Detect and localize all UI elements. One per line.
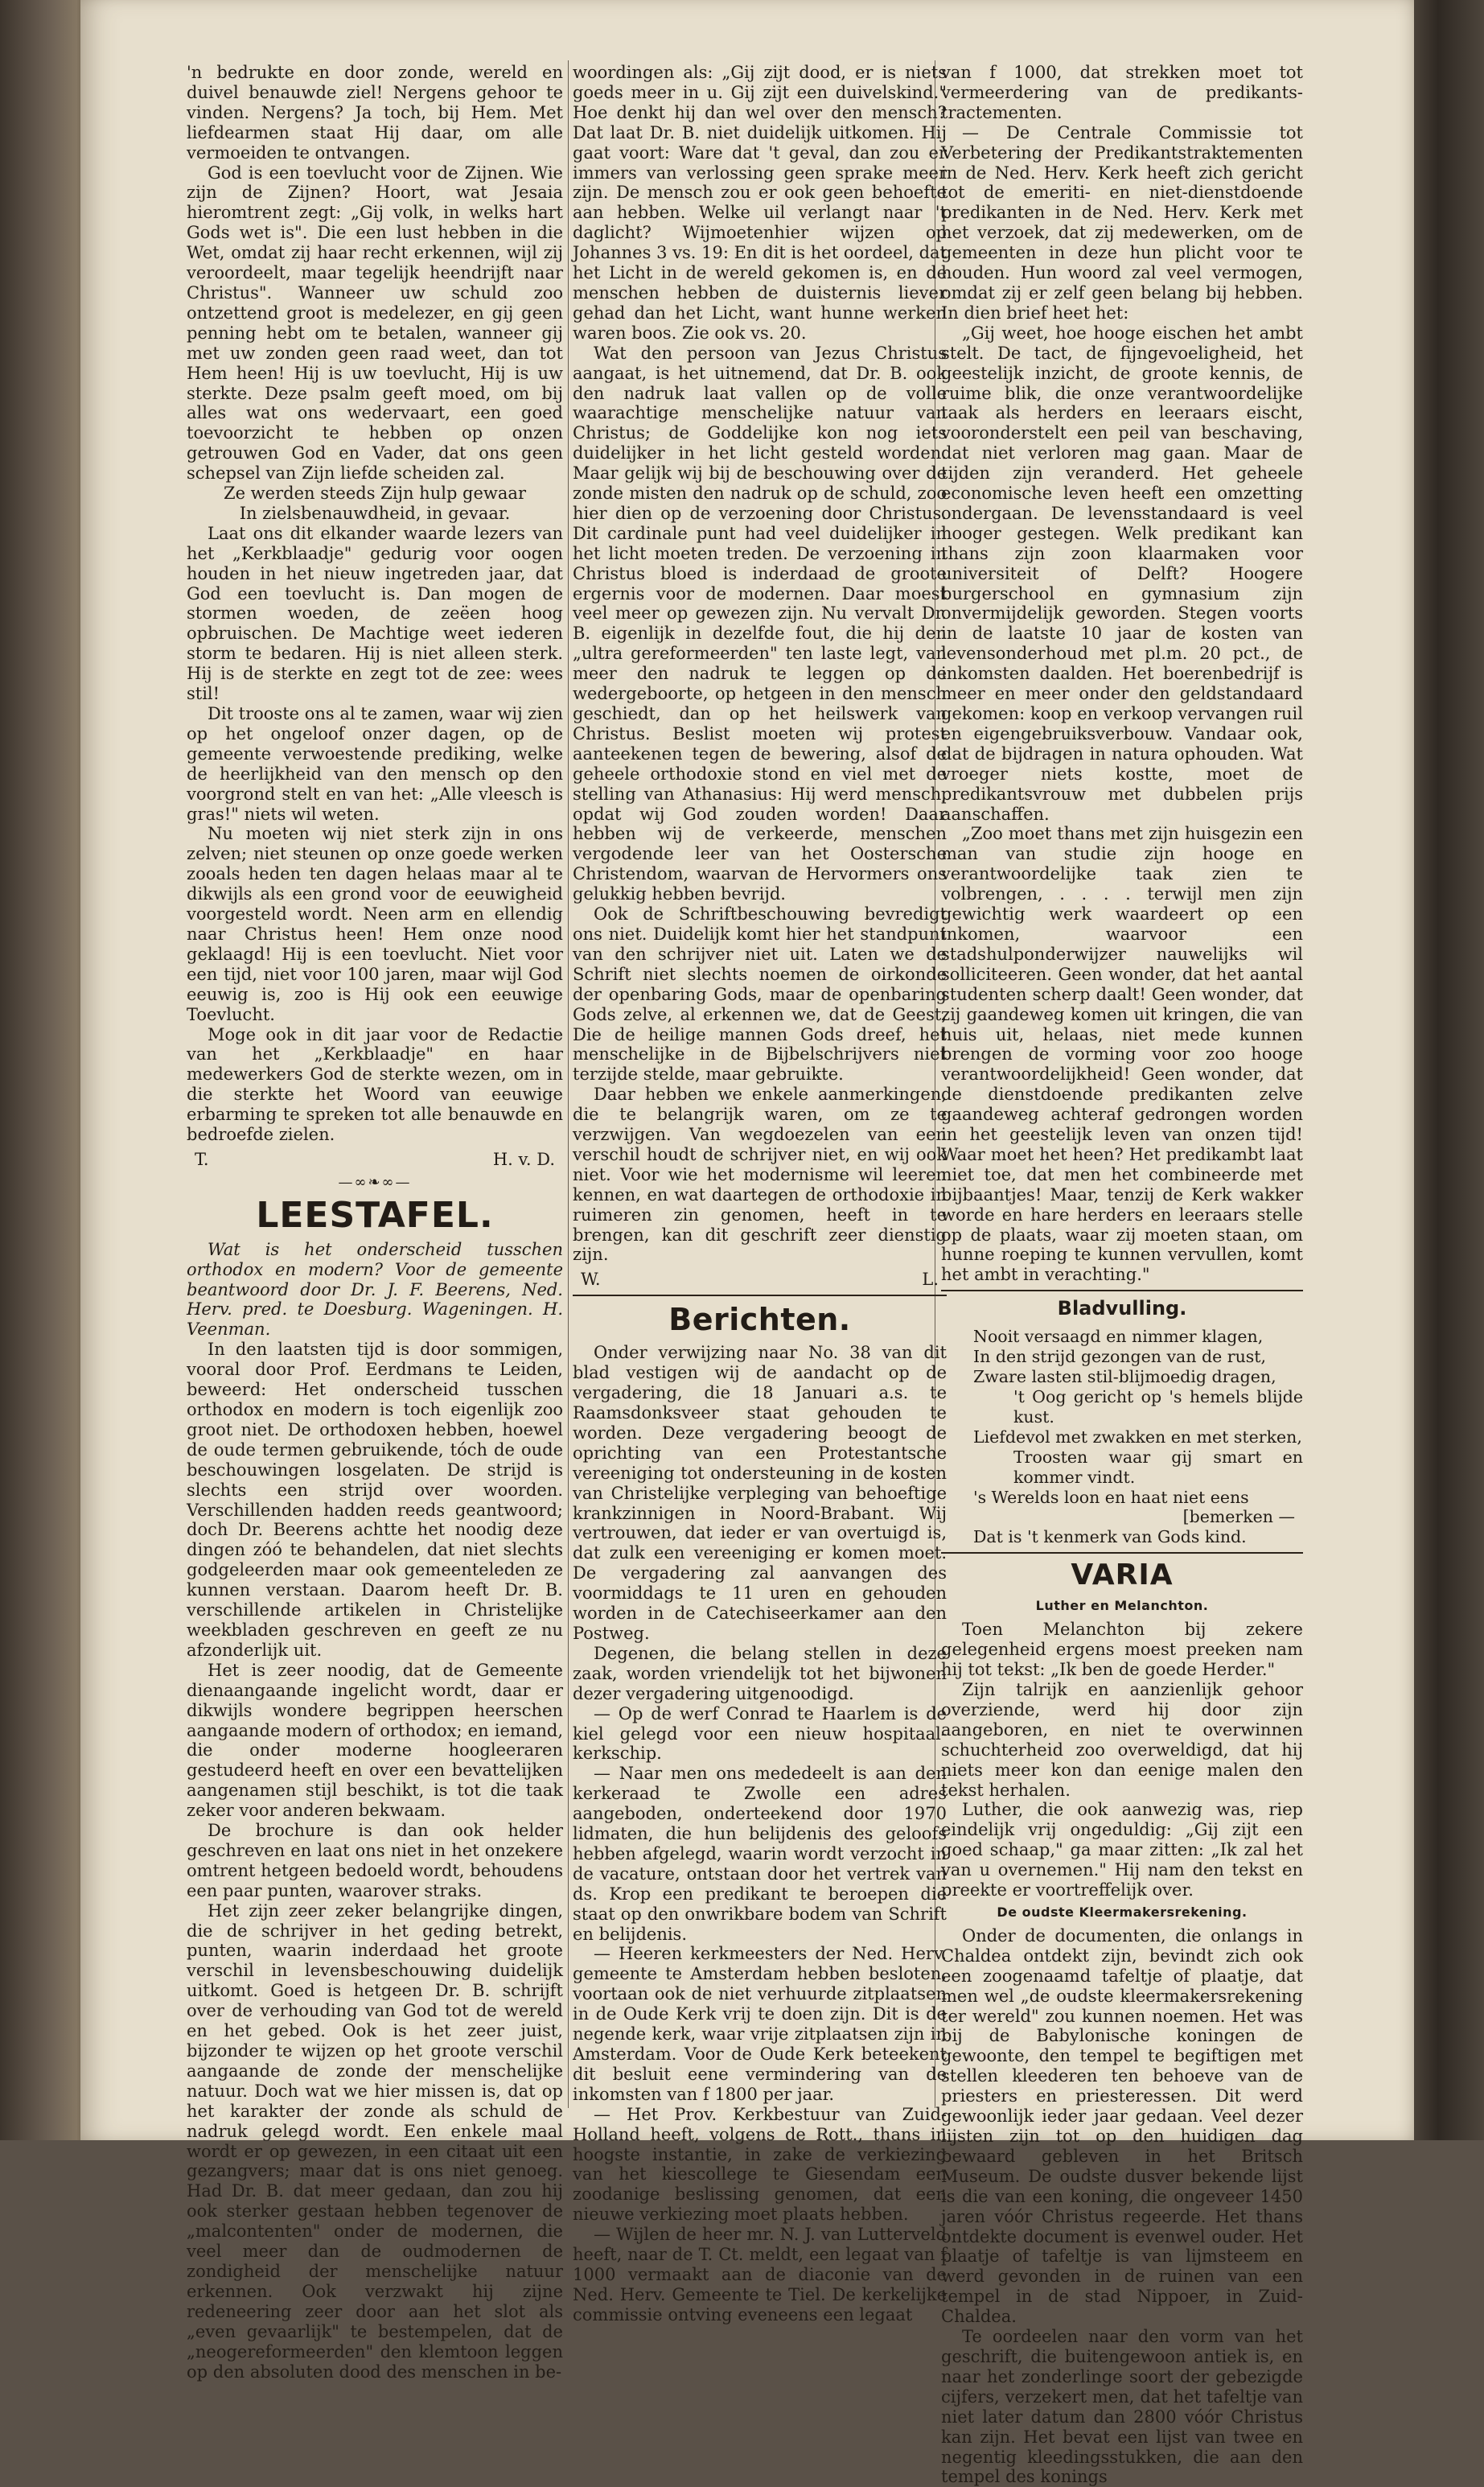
poem-line: Liefdevol met zwakken en met sterken, <box>973 1427 1302 1447</box>
paragraph: — Wijlen de heer mr. N. J. van Lutterveld heeft, naar de T. Ct. meldt, een legaat van f 1000 vermaakt aan de diaconie van de Ned. Herv. Gemeente te Tiel. De kerkelijke commissie ontving eveneens een legaat <box>573 2225 947 2324</box>
section-heading-berichten: Berichten. <box>668 1302 851 1338</box>
article-subheading: De oudste Kleermakersrekening. <box>997 1904 1248 1920</box>
paragraph: De brochure is dan ook helder geschreven en laat ons niet in het onzekere omtrent hetgeen bedoeld wordt, behoudens een paar punten, waarover straks. <box>187 1821 563 1900</box>
column-3 <box>941 63 1303 2487</box>
poem-line: 't Oog gericht op 's hemels blijde kust. <box>1013 1387 1303 1427</box>
poem-line: Troosten waar gij smart en kommer vindt. <box>1013 1447 1303 1487</box>
poem-line: In den strijd gezongen van de rust, <box>973 1347 1267 1367</box>
paragraph: — De Centrale Commissie tot Verbetering der Predikantstraktementen in de Ned. Herv. Kerk heeft zich gericht tot de emeriti- en niet-dienstdoende predikanten in de Ned. Herv. Kerk met het verzoek, dat zij medewerken, om de gemeenten in deze hun plicht voor te houden. Hun woord zal veel vermogen, omdat zij er zelf geen belang bij hebben. In dien brief heet het: <box>941 122 1303 323</box>
poem-line: [bemerken — <box>1182 1507 1295 1527</box>
section-heading-leestafel: LEESTAFEL. <box>256 1194 494 1236</box>
paragraph: Laat ons dit elkander waarde lezers van het „Kerkblaadje" gedurig voor oogen houden in het nieuw ingetreden jaar, dat God een toevlucht is. Dan mogen de stormen woeden, de zeëen hoog opbruischen. De Machtige weet iederen storm te bedaren. Hij is niet alleen sterk. Hij is de sterkte en zegt tot de zee: wees stil! <box>187 523 563 704</box>
paragraph: Ook de Schriftbeschouwing bevredigt ons niet. Duidelijk komt hier het standpunt van den schrijver niet uit. Laten we de Schrift niet slechts noemen de oirkonde der openbaring Gods, maar de openbaring Gods zelve, al erkennen we, dat de Geest, Die de heilige mannen Gods dreef, het menschelijke in de Bijbelschrijvers niet terzijde stelde, maar gebruikte. <box>573 904 947 1085</box>
paragraph: God is een toevlucht voor de Zijnen. Wie zijn de Zijnen? Hoort, wat Jesaia hieromtrent zegt: „Gij volk, in welks hart Gods wet is". Die een lust hebben in die Wet, omdat zij haar recht erkennen, wijl zij veroordeelt, maar tegelijk heendrijft naar Christus". Wanneer uw schuld zoo ontzettend groot is medelezer, en gij geen penning hebt om te betalen, wanneer gij met uw zonden geen raad weet, dan tot Hem heen! Hij is uw toevlucht, Hij is uw sterkte. Deze psalm geeft moed, om bij alles wat ons wedervaart, een goed toevoorzicht te hebben op onzen getrouwen God en Vader, dat ons geen schepsel van Zijn liefde scheiden zal. <box>187 163 563 484</box>
section-heading-varia: VARIA <box>1071 1558 1174 1592</box>
paragraph: — Op de werf Conrad te Haarlem is de kiel gelegd voor een nieuw hospitaal-kerkschip. <box>573 1703 947 1764</box>
poem-line: Dat is 't kenmerk van Gods kind. <box>973 1527 1247 1547</box>
paragraph: Toen Melanchton bij zekere gelegenheid ergens moest preeken nam hij tot tekst: „Ik ben de goede Herder." <box>941 1620 1303 1680</box>
paragraph: Te oordeelen naar den vorm van het geschrift, die buitengewoon antiek is, en naar het zonderlinge soort der gebezigde cijfers, verzekert men, dat het tafeltje van niet later datum dan 2800 vóór Christus kan zijn. Het bevat een lijst van twee en negentig kleedingsstukken, die aan den tempel des konings <box>941 2327 1303 2487</box>
poem <box>941 1327 1303 1547</box>
paragraph: — Heeren kerkmeesters der Ned. Herv. gemeente te Amsterdam hebben besloten, voortaan ook de niet verhuurde zitplaatsen in de Oude Kerk vrij te doen zijn. Dit is de negende kerk, waar vrije zitplaatsen zijn in Amsterdam. Voor de Oude Kerk beteekent dit besluit eene vermindering van de inkomsten van f 1800 per jaar. <box>573 1944 947 2104</box>
article-subheading: Luther en Melanchton. <box>1035 1598 1209 1614</box>
paragraph: Wat den persoon van Jezus Christus aangaat, is het uitnemend, dat Dr. B. ook den nadruk laat vallen op de volle waarachtige menschelijke natuur van Christus; de Goddelijke kon nog iets duidelijker in het licht gesteld worden. Maar gelijk wij bij de beschouwing over de zonde misten den nadruk op de schuld, zoo hier dien op de verzoening door Christus. Dit cardinale punt had veel duidelijker in het licht moeten treden. De verzoening in Christus bloed is inderdaad de groote ergernis voor de modernen. Daar moest veel meer op gewezen zijn. Nu vervalt Dr. B. eigenlijk in dezelfde fout, die hij den „ultra gereformeerden" ten laste legt, van meer den nadruk te leggen op de wedergeboorte, op hetgeen in den mensch geschiedt, dan op het heilswerk van Christus. Beslist moeten wij protest aanteekenen tegen de bewering, alsof de geheele orthodoxie stond en viel met de stelling van Athanasius: Hij werd mensch, opdat wij God zouden worden! Daar hebben wij de verkeerde, menschen vergodende leer van het Oostersche Christendom, waarvan de Hervormers ons gelukkig hebben bevrijd. <box>573 343 947 904</box>
paragraph: In den laatsten tijd is door sommigen, vooral door Prof. Eerdmans te Leiden, beweerd: Het onderscheid tusschen orthodox en modern is toch eigenlijk zoo groot niet. De orthodoxen hebben, hoewel de oude termen gebruikende, tóch de oude beschouwingen losgelaten. De strijd is slechts een strijd over woorden. Verschillenden hadden reeds geantwoord; doch Dr. Beerens achtte het noodig deze dingen zóó te behandelen, dat niet slechts godgeleerden maar ook gemeenteleden ze kunnen verstaan. Daarom heeft Dr. B. verschillende artikelen in Christelijke weekbladen geschreven en geeft ze nu afzonderlijk uit. <box>187 1340 563 1660</box>
section-divider <box>941 1552 1303 1554</box>
column-1 <box>187 63 563 2382</box>
paragraph: woordingen als: „Gij zijt dood, er is niets goeds meer in u. Gij zijt een duivelskind." Hoe denkt hij dan wel over den mensch? Dat laat Dr. B. niet duidelijk uitkomen. Hij gaat voort: Ware dat 't geval, dan zou er immers van verlossing geen sprake meer zijn. De mensch zou er ook geen behoefte aan hebben. Welke uil verlangt naar 't daglicht? Wijmoetenhier wijzen op Johannes 3 vs. 19: En dit is het oordeel, dat het Licht in de wereld gekomen is, en de menschen hebben de duisternis liever gehad dan het Licht, want hunne werken waren boos. Zie ook vs. 20. <box>573 63 947 343</box>
paragraph: van f 1000, dat strekken moet tot vermeerdering van de predikants-tractementen. <box>941 63 1303 122</box>
paragraph: Luther, die ook aanwezig was, riep eindelijk vrij ongeduldig: „Gij zijt een goed schaap," ga maar zitten: „Ik zal het van u overnemen." Hij nam den tekst en preekte er voortreffelijk over. <box>941 1800 1303 1900</box>
signature-right: L. <box>922 1270 939 1290</box>
paragraph: Dit trooste ons al te zamen, waar wij zien op het ongeloof onzer dagen, op de gemeente verwoestende prediking, welke de heerlijkheid van den mensch op den voorgrond stelt en van het: „Alle vleesch is gras!" niets wil weten. <box>187 704 563 824</box>
column-rule-1 <box>568 60 569 2108</box>
paragraph: Onder de documenten, die onlangs in Chaldea ontdekt zijn, bevindt zich ook een zoogenaamd tafeltje of plaatje, dat men wel „de oudste kleermakersrekening ter wereld" zou kunnen noemen. Het was bij de Babylonische koningen de gewoonte, den tempel te begiftigen met stellen kleederen ten behoeve van de priesters en priesteressen. Dit werd gewoonlijk ieder jaar gedaan. Veel dezer lijsten zijn tot op den huidigen dag bewaard gebleven in het Britsch Museum. De oudste dusver bekende lijst is die van een koning, die ongeveer 1450 jaren vóór Christus regeerde. Het thans ontdekte document is evenwel ouder. Het plaatje of tafeltje is van lijmsteem en werd gevonden in de ruinen van een tempel in de stad Nippoer, in Zuid-Chaldea. <box>941 1925 1303 2327</box>
verse-line: Ze werden steeds Zijn hulp gewaar <box>223 484 526 504</box>
book-review-intro: Wat is het onderscheid tusschen orthodox en modern? Voor de gemeente beantwoord door Dr. J. F. Beerens, Ned. Herv. pred. te Doesburg. Wageningen. H. Veenman. <box>187 1239 563 1340</box>
paragraph: Nu moeten wij niet sterk zijn in ons zelven; niet steunen op onze goede werken zooals heden ten dagen helaas maar al te dikwijls als een grond voor de eeuwigheid voorgesteld wordt. Neen arm en ellendig naar Christus heen! Hem onze nood geklaagd! Hij is een toevlucht. Niet voor een tijd, niet voor 100 jaren, maar wijl God eeuwig is, zoo is Hij ook een eeuwige Toevlucht. <box>187 824 563 1024</box>
ornament-divider: —∞❧∞— <box>338 1173 412 1191</box>
paragraph: „Gij weet, hoe hooge eischen het ambt stelt. De tact, de fijngevoeligheid, het geestelijk inzicht, de groote kennis, de ruime blik, die onze verantwoordelijke taak als herders en leeraars eischt, vooronderstelt een peil van beschaving, dat niet verloren mag gaan. Maar de tijden zijn veranderd. Het geheele economische leven heeft een omzetting ondergaan. De levensstandaard is veel hooger gestegen. Welk predikant kan thans zijn zoon klaarmaken voor universiteit of Delft? Hoogere burgerschool en gymnasium zijn onvermijdelijk geworden. Stegen voorts in de laatste 10 jaar de kosten van levensonderhoud met pl.m. 20 pct., de inkomsten daalden. Het boerenbedrijf is meer en meer onder den geldstandaard gekomen: koop en verkoop vervangen ruil en eigengebruiksverbouw. Vandaar ook, dat de bijdragen in natura ophouden. Wat vroeger niets kostte, moet de predikantsvrouw met dubbelen prijs aanschaffen. <box>941 323 1303 824</box>
section-divider <box>573 1295 947 1296</box>
poem-line: Zware lasten stil-blijmoedig dragen, <box>973 1367 1276 1387</box>
paragraph: Het is zeer noodig, dat de Gemeente dienaangaande ingelicht wordt, daar er dikwijls wondere begrippen heerschen aangaande modern of orthodox; en iemand, die onder moderne hoogleeraren gestudeerd heeft en over een bevattelijken aangenamen stijl beschikt, is tot die taak zeker voor anderen bekwaam. <box>187 1660 563 1821</box>
paragraph: „Zoo moet thans met zijn huisgezin een man van studie zijn hooge en verantwoordelijke taak zien te volbrengen, . . . . terwijl men zijn gewichtig werk waardeert op een inkomen, waarvoor een stadshulponderwijzer nauwelijks wil solliciteeren. Geen wonder, dat het aantal studenten scherp daalt! Geen wonder, dat zij gaandeweg komen uit kringen, die van huis uit, helaas, niet mede kunnen brengen de vorming voor zoo hooge verantwoordelijkheid! Geen wonder, dat de dienstdoende predikanten zelve gaandeweg achteraf gedrongen worden in het geestelijk leven van onzen tijd! Waar moet het heen? Het predikambt laat niet toe, dat men het combineerde met bijbaantjes! Maar, tenzij de Kerk wakker worde en hare herders en leeraars stelle op de plaats, waar zij moeten staan, om hunne roeping te kunnen vervullen, komt het ambt in verachting." <box>941 824 1303 1285</box>
paragraph: Onder verwijzing naar No. 38 van dit blad vestigen wij de aandacht op de vergadering, die 18 Januari a.s. te Raamsdonksveer staat gehouden te worden. Deze vergadering beoogt de oprichting van een Protestantsche vereeniging tot ondersteuning in de kosten van Christelijke verpleging van behoeftige krankzinnigen in Noord-Brabant. Wij vertrouwen, dat ieder er van overtuigd is, dat zulk een vereeniging er komen moet. De vergadering zal aanvangen des voormiddags te 11 uren en gehouden worden in de Catechiseerkamer aan den Postweg. <box>573 1343 947 1643</box>
signature-right: H. v. D. <box>492 1149 555 1169</box>
paragraph: — Het Prov. Kerkbestuur van Zuid-Holland heeft, volgens de Rott., thans in hoogste instantie, in zake de verkiezing van het kiescollege te Giesendam een zoodanige beslissing genomen, dat een nieuwe verkiezing moet plaats hebben. <box>573 2104 947 2225</box>
paragraph: Degenen, die belang stellen in deze zaak, worden vriendelijk tot het bijwonen dezer vergadering uitgenoodigd. <box>573 1643 947 1703</box>
column-2 <box>573 63 947 2324</box>
signature <box>187 1145 563 1170</box>
paragraph: Zijn talrijk en aanzienlijk gehoor overziende, werd hij door zijn aangeboren, en niet te overwinnen schuchterheid zoo overweldigd, dat hij niets meer kon dan eenige malen den tekst herhalen. <box>941 1679 1303 1800</box>
verse-line: In zielsbenauwdheid, in gevaar. <box>239 503 511 523</box>
paragraph: Daar hebben we enkele aanmerkingen, die te belangrijk waren, om ze te verzwijgen. Van wegdoezelen van een verschil houdt de schrijver niet, en wij ook niet. Voor wie het modernisme wil leeren kennen, en wat daartegen de orthodoxie in ruimeren zin genomen, heeft in te brengen, kan dit geschrift zeer dienstig zijn. <box>573 1085 947 1265</box>
scan-right-edge <box>1414 0 1484 2140</box>
paragraph: — Naar men ons mededeelt is aan den kerkeraad te Zwolle een adres aangeboden, onderteekend door 1970 lidmaten, die hun belijdenis des geloofs hebben afgelegd, waarin wordt verzocht in de vacature, ontstaan door het vertrek van ds. Krop een predikant te beroepen die staat op den onwrikbare bodem van Schrift en belijdenis. <box>573 1764 947 1944</box>
section-divider <box>941 1290 1303 1291</box>
section-heading-bladvulling: Bladvulling. <box>1057 1297 1187 1320</box>
paragraph: Moge ook in dit jaar voor de Redactie van het „Kerkblaadje" en haar medewerkers God de sterkte wezen, om in die sterkte het Woord van eeuwige erbarming te spreken tot alle benauwde en bedroefde zielen. <box>187 1024 563 1145</box>
signature-left: T. <box>195 1149 209 1169</box>
paragraph: Het zijn zeer zeker belangrijke dingen, die de schrijver in het geding betrekt, punten, waarin inderdaad het groote verschil in levensbeschouwing duidelijk uitkomt. Goed is hetgeen Dr. B. schrijft over de verhouding van God tot de wereld en het gebed. Ook is het zeer juist, bijzonder te wijzen op het groote verschil aangaande de zonde der menschelijke natuur. Doch wat we hier missen is, dat op het karakter der zonde als schuld de nadruk gelegd wordt. Een enkele maal wordt er op gewezen, in een citaat uit een gezangvers; maar dat is ons niet genoeg. Had Dr. B. dat meer gedaan, dan zou hij ook sterker gestaan hebben tegenover de „malcontenten" onder de modernen, die veel meer dan de oudmodernen de zondigheid der menschelijke natuur erkennen. Ook verzwakt hij zijne redeneering zeer door aan het slot als „even gevaarlijk" te bestempelen, dat de „neogereformeerden" den klemtoon leggen op den absoluten dood des menschen in be- <box>187 1900 563 2382</box>
poem-line: 's Werelds loon en haat niet eens <box>973 1487 1249 1507</box>
poem-line: Nooit versaagd en nimmer klagen, <box>973 1327 1264 1347</box>
paragraph: 'n bedrukte en door zonde, wereld en duivel benauwde ziel! Nergens gehoor te vinden. Nergens? Ja toch, bij Hem. Met liefdearmen staat Hij daar, om alle vermoeiden te ontvangen. <box>187 63 563 163</box>
signature <box>573 1265 947 1290</box>
signature-left: W. <box>581 1270 601 1290</box>
